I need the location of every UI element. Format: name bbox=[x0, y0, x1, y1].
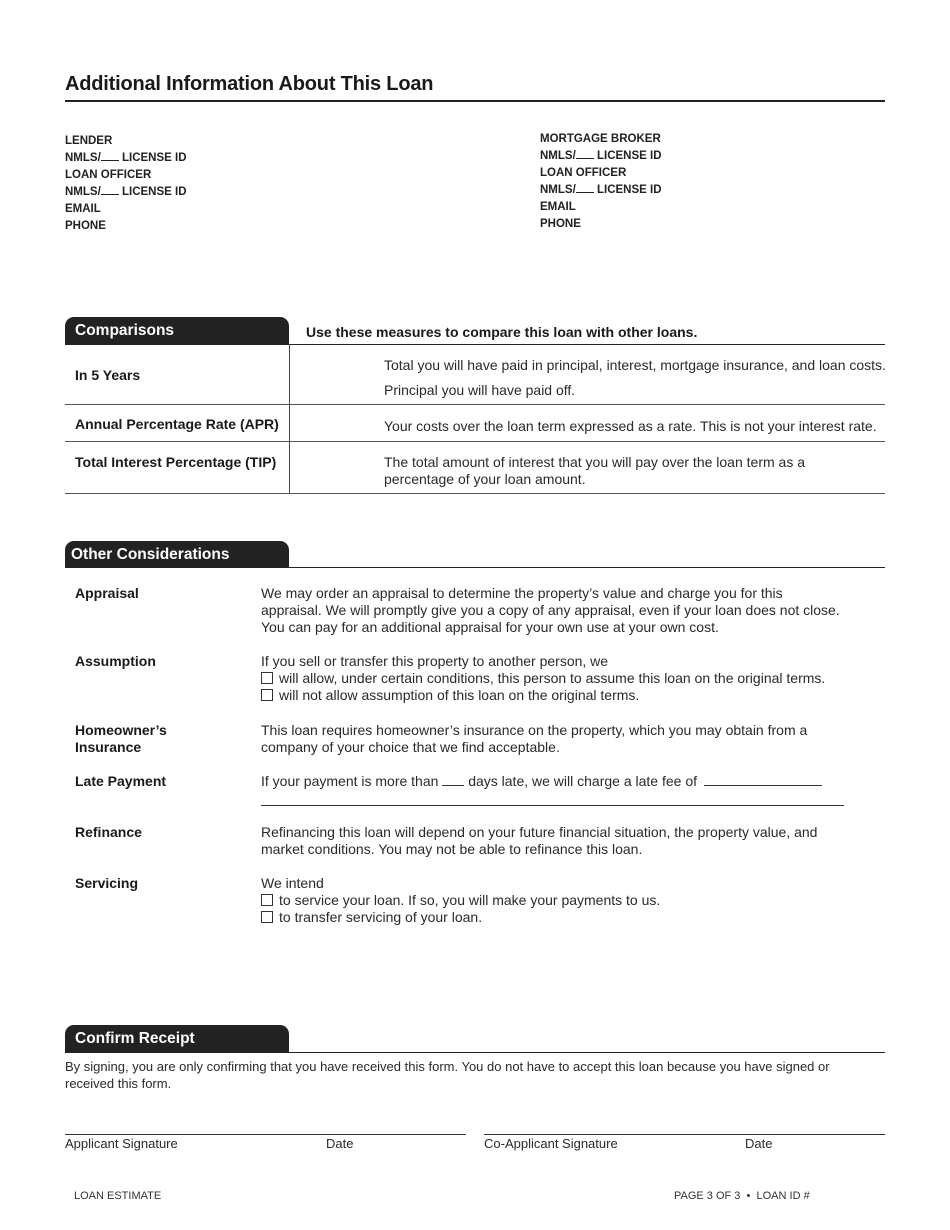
in-5-years-line-1: Total you will have paid in principal, interest, mortgage insurance, and loan costs. bbox=[384, 357, 886, 373]
late-payment-text: If your payment is more than days late, we will charge a late fee of bbox=[261, 773, 822, 790]
lender-email: EMAIL bbox=[65, 203, 101, 215]
lender-phone: PHONE bbox=[65, 220, 106, 232]
appraisal-text: We may order an appraisal to determine the property’s value and charge you for this appraisal. We will promptly give you a copy of any appraisal, even if your loan does not close. You can pay for an additional appraisal for your own use at your own cost. bbox=[261, 585, 840, 635]
footer-page-info: PAGE 3 OF 3 • LOAN ID # bbox=[674, 1190, 810, 1202]
broker-phone: PHONE bbox=[540, 218, 581, 230]
checkbox[interactable] bbox=[261, 894, 273, 906]
days-late-field[interactable] bbox=[442, 773, 464, 786]
in-5-years-label: In 5 Years bbox=[75, 367, 141, 383]
homeowners-insurance-label: Homeowner’s Insurance bbox=[75, 722, 167, 755]
apr-label: Annual Percentage Rate (APR) bbox=[75, 416, 279, 432]
comparisons-tab: Comparisons bbox=[65, 317, 289, 345]
servicing-option-service[interactable]: to service your loan. If so, you will make your payments to us. bbox=[261, 892, 660, 909]
checkbox[interactable] bbox=[261, 672, 273, 684]
comparisons-column-divider bbox=[289, 344, 290, 493]
late-fee-field[interactable] bbox=[704, 773, 822, 786]
co-applicant-signature-label: Co-Applicant Signature bbox=[484, 1136, 618, 1151]
lender-officer-nmls: NMLS/ LICENSE ID bbox=[65, 186, 187, 198]
apr-description: Your costs over the loan term expressed as a rate. This is not your interest rate. bbox=[384, 418, 877, 434]
servicing-label: Servicing bbox=[75, 875, 139, 891]
appraisal-label: Appraisal bbox=[75, 585, 139, 601]
refinance-label: Refinance bbox=[75, 824, 142, 840]
in-5-years-line-2: Principal you will have paid off. bbox=[384, 382, 576, 398]
row-divider bbox=[65, 441, 885, 442]
checkbox[interactable] bbox=[261, 911, 273, 923]
assumption-label: Assumption bbox=[75, 653, 156, 669]
homeowners-insurance-text: This loan requires homeowner’s insurance on the property, which you may obtain from a company of your choice that we find acceptable. bbox=[261, 722, 808, 755]
co-applicant-signature-line[interactable] bbox=[484, 1134, 885, 1135]
broker-email: EMAIL bbox=[540, 201, 576, 213]
servicing-option-transfer[interactable]: to transfer servicing of your loan. bbox=[261, 909, 660, 926]
refinance-text: Refinancing this loan will depend on your future financial situation, the property value, and market conditions. You may not be able to refinance this loan. bbox=[261, 824, 818, 857]
confirm-receipt-tab: Confirm Receipt bbox=[65, 1025, 289, 1052]
comparisons-top-rule bbox=[65, 344, 885, 345]
broker-block bbox=[540, 131, 662, 233]
confirm-receipt-rule bbox=[65, 1052, 885, 1053]
other-considerations-rule bbox=[65, 567, 885, 568]
applicant-signature-label: Applicant Signature bbox=[65, 1136, 178, 1151]
footer-form-name: LOAN ESTIMATE bbox=[74, 1190, 162, 1202]
tip-description-line-1: The total amount of interest that you will pay over the loan term as a bbox=[384, 454, 805, 470]
lender-nmls: NMLS/ LICENSE ID bbox=[65, 152, 187, 164]
title-divider bbox=[65, 100, 885, 102]
page-title: Additional Information About This Loan bbox=[65, 73, 434, 95]
lender-label: LENDER bbox=[65, 135, 113, 147]
late-payment-label: Late Payment bbox=[75, 773, 167, 789]
lender-block bbox=[65, 133, 187, 235]
lender-loan-officer: LOAN OFFICER bbox=[65, 169, 152, 181]
applicant-signature-line[interactable] bbox=[65, 1134, 466, 1135]
late-payment-extra-line[interactable] bbox=[261, 805, 844, 806]
co-applicant-date-label: Date bbox=[745, 1136, 773, 1151]
assumption-option-disallow[interactable]: will not allow assumption of this loan on the original terms. bbox=[261, 687, 825, 704]
comparisons-intro: Use these measures to compare this loan with other loans. bbox=[306, 324, 698, 340]
broker-loan-officer: LOAN OFFICER bbox=[540, 167, 627, 179]
confirm-receipt-text: By signing, you are only confirming that you have received this form. You do not have to accept this loan because you have signed or received this form. bbox=[65, 1059, 830, 1091]
broker-label: MORTGAGE BROKER bbox=[540, 133, 661, 145]
assumption-text: If you sell or transfer this property to another person, we will allow, under certain conditions, this person to assume this loan on the original terms. will not allow assumption of this loan on the original terms. bbox=[261, 653, 826, 703]
broker-nmls: NMLS/ LICENSE ID bbox=[540, 150, 662, 162]
assumption-option-allow[interactable]: will allow, under certain conditions, this person to assume this loan on the original terms. bbox=[261, 670, 825, 687]
applicant-date-label: Date bbox=[326, 1136, 354, 1151]
other-considerations-tab: Other Considerations bbox=[65, 541, 289, 568]
servicing-text: We intend to service your loan. If so, you will make your payments to us. to transfer servicing of your loan. bbox=[261, 875, 661, 925]
broker-officer-nmls: NMLS/ LICENSE ID bbox=[540, 184, 662, 196]
row-divider bbox=[65, 404, 885, 405]
tip-description-line-2: percentage of your loan amount. bbox=[384, 471, 586, 487]
checkbox[interactable] bbox=[261, 689, 273, 701]
tip-label: Total Interest Percentage (TIP) bbox=[75, 454, 277, 470]
comparisons-bottom-rule bbox=[65, 493, 885, 494]
